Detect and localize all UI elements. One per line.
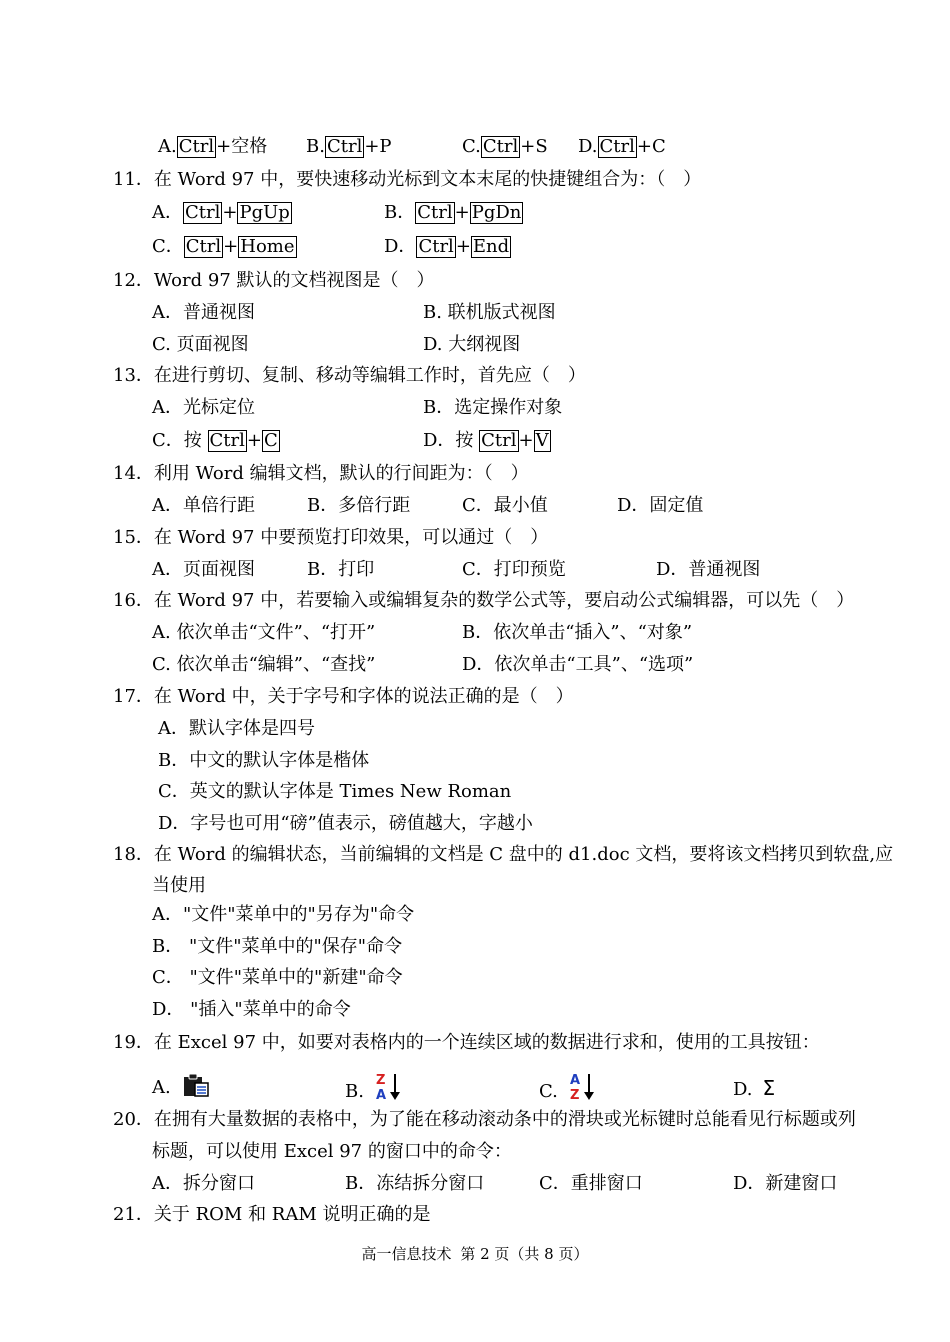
sum-icon: Σ: [762, 1076, 776, 1100]
q16-option-b: B．依次单击“插入”、“对象”: [462, 622, 693, 643]
q18-stem-line1: 18．在 Word 的编辑状态，当前编辑的文档是 C 盘中的 d1.doc 文档，要将该文档拷贝到软盘,应: [113, 844, 894, 865]
sort-ascending-icon: [568, 1072, 598, 1109]
q14-option-b: B．多倍行距: [307, 495, 411, 516]
ctrl-key: Ctrl: [326, 136, 363, 157]
q21-stem: 21．关于 ROM 和 RAM 说明正确的是: [113, 1204, 431, 1225]
q18-stem-line2: 当使用: [152, 875, 206, 896]
q15-stem: 15．在 Word 97 中要预览打印效果，可以通过（ ）: [113, 527, 549, 548]
q13-option-a: A．光标定位: [152, 397, 255, 418]
q17-option-b: B．中文的默认字体是楷体: [158, 750, 370, 771]
paste-icon: [181, 1072, 211, 1105]
q17-stem: 17．在 Word 中，关于字号和字体的说法正确的是（ ）: [113, 686, 574, 707]
q20-stem-line2: 标题，可以使用 Excel 97 的窗口中的命令：: [152, 1141, 512, 1162]
q17-option-a: A．默认字体是四号: [158, 718, 315, 739]
q20-option-c: C．重排窗口: [539, 1173, 643, 1194]
q16-stem: 16．在 Word 97 中，若要输入或编辑复杂的数学公式等，要启动公式编辑器，可以先（ ）: [113, 590, 855, 611]
q11-option-d: D． Ctrl + End: [384, 236, 510, 257]
q11-stem: 11．在 Word 97 中，要快速移动光标到文本末尾的快捷键组合为：（ ）: [113, 169, 702, 190]
q15-option-b: B．打印: [307, 559, 375, 580]
q16-option-c: C. 依次单击“编辑”、“查找”: [152, 654, 376, 675]
q20-option-d: D．新建窗口: [733, 1173, 838, 1194]
sort-descending-icon: [374, 1072, 404, 1109]
q12-option-b: B. 联机版式视图: [423, 302, 556, 323]
q12-option-d: D. 大纲视图: [423, 334, 521, 355]
q16-option-a: A. 依次单击“文件”、“打开”: [152, 622, 376, 643]
q13-option-d: D．按 Ctrl + V: [423, 430, 549, 451]
q13-option-c: C．按 Ctrl + C: [152, 430, 278, 451]
q14-option-d: D．固定值: [617, 495, 704, 516]
q10-option-a: A. Ctrl +空格: [158, 136, 268, 157]
q19-option-a: A.: [152, 1072, 211, 1105]
q17-option-d: D．字号也可用“磅”值表示，磅值越大，字越小: [158, 813, 533, 834]
sort-a-letter: A: [375, 1088, 387, 1102]
q18-option-c: C． "文件"菜单中的"新建"命令: [152, 967, 403, 988]
footer-page-number: 第 2 页（共 8 页）: [460, 1245, 589, 1263]
q14-stem: 14．利用 Word 编辑文档，默认的行间距为：（ ）: [113, 463, 529, 484]
q20-option-a: A．拆分窗口: [152, 1173, 255, 1194]
q19-option-c: C. A Z: [539, 1072, 598, 1109]
q10-option-c: C. Ctrl +S: [462, 136, 548, 157]
q20-stem-line1: 20．在拥有大量数据的表格中，为了能在移动滚动条中的滑块或光标键时总能看见行标题或列: [113, 1109, 856, 1130]
q14-option-a: A．单倍行距: [152, 495, 255, 516]
q10-option-b: B. Ctrl +P: [306, 136, 392, 157]
q18-option-a: A．"文件"菜单中的"另存为"命令: [152, 904, 415, 925]
q20-option-b: B．冻结拆分窗口: [345, 1173, 485, 1194]
q11-option-b: B． Ctrl + PgDn: [384, 202, 522, 223]
q18-option-b: B． "文件"菜单中的"保存"命令: [152, 936, 403, 957]
q16-option-d: D．依次单击“工具”、“选项”: [462, 654, 694, 675]
q12-option-c: C. 页面视图: [152, 334, 249, 355]
q12-option-a: A．普通视图: [152, 302, 255, 323]
q18-option-d: D． "插入"菜单中的命令: [152, 999, 351, 1020]
q14-option-c: C．最小值: [462, 495, 548, 516]
q15-option-c: C．打印预览: [462, 559, 566, 580]
q13-stem: 13．在进行剪切、复制、移动等编辑工作时，首先应（ ）: [113, 365, 586, 386]
q13-option-b: B．选定操作对象: [423, 397, 563, 418]
q17-option-c: C．英文的默认字体是 Times New Roman: [158, 781, 512, 802]
q15-option-a: A．页面视图: [152, 559, 255, 580]
q10-option-d: D. Ctrl +C: [578, 136, 666, 157]
ctrl-key: Ctrl: [599, 136, 635, 157]
page-footer: [0, 1244, 950, 1264]
q19-option-b: B. Z A: [345, 1072, 404, 1109]
q11-option-c: C． Ctrl + Home: [152, 236, 295, 257]
footer-subject: 高一信息技术: [361, 1245, 452, 1263]
sort-a-letter: A: [569, 1073, 580, 1088]
q19-option-d: D. Σ: [733, 1076, 776, 1100]
q19-stem: 19．在 Excel 97 中，如要对表格内的一个连续区域的数据进行求和，使用的工具按钮：: [113, 1032, 820, 1053]
q12-stem: 12．Word 97 默认的文档视图是（ ）: [113, 270, 435, 291]
q15-option-d: D．普通视图: [656, 559, 761, 580]
ctrl-key: Ctrl: [178, 136, 215, 157]
ctrl-key: Ctrl: [482, 136, 519, 157]
sort-z-letter: Z: [569, 1088, 580, 1102]
sort-z-letter: Z: [375, 1073, 386, 1088]
q11-option-a: A． Ctrl + PgUp: [152, 202, 290, 223]
